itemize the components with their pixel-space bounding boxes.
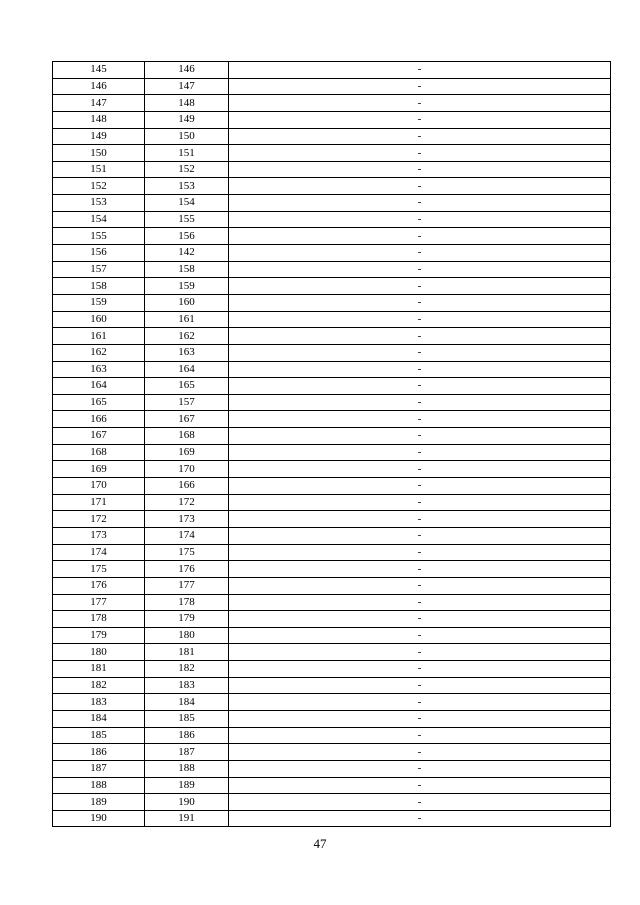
table-cell: - [229, 727, 611, 744]
table-row [53, 727, 611, 744]
table-cell: 146 [53, 78, 145, 95]
table-cell: 149 [53, 128, 145, 145]
table-row [53, 228, 611, 245]
table-cell: - [229, 461, 611, 478]
table-cell: 173 [145, 511, 229, 528]
table-cell: 150 [53, 145, 145, 162]
table-row [53, 444, 611, 461]
table-row [53, 261, 611, 278]
table-row [53, 794, 611, 811]
table-cell: 169 [53, 461, 145, 478]
table-cell: 181 [53, 661, 145, 678]
table-cell: 179 [53, 627, 145, 644]
table-cell: - [229, 777, 611, 794]
table-cell: 154 [53, 211, 145, 228]
table-cell: 174 [145, 527, 229, 544]
table-cell: - [229, 261, 611, 278]
table-cell: 159 [145, 278, 229, 295]
table-row [53, 195, 611, 212]
table-row [53, 62, 611, 79]
table-cell: 170 [145, 461, 229, 478]
table-row [53, 561, 611, 578]
table-cell: 191 [145, 810, 229, 827]
table-cell: 185 [145, 710, 229, 727]
table-cell: 167 [145, 411, 229, 428]
table-cell: - [229, 195, 611, 212]
table-cell: 151 [53, 161, 145, 178]
table-cell: - [229, 311, 611, 328]
table-cell: 169 [145, 444, 229, 461]
table-cell: - [229, 328, 611, 345]
table-cell: - [229, 211, 611, 228]
table-row [53, 810, 611, 827]
table-row [53, 710, 611, 727]
table-cell: - [229, 494, 611, 511]
table-cell: - [229, 677, 611, 694]
table-cell: 166 [53, 411, 145, 428]
table-row [53, 694, 611, 711]
table-cell: 161 [145, 311, 229, 328]
table-cell: - [229, 78, 611, 95]
table-cell: 145 [53, 62, 145, 79]
table-cell: 166 [145, 478, 229, 495]
table-cell: 151 [145, 145, 229, 162]
table-cell: 186 [145, 727, 229, 744]
table-cell: 170 [53, 478, 145, 495]
table-row [53, 594, 611, 611]
table-cell: - [229, 245, 611, 262]
table-row [53, 311, 611, 328]
table-cell: - [229, 661, 611, 678]
table-row [53, 777, 611, 794]
table-cell: - [229, 744, 611, 761]
table-cell: 163 [145, 344, 229, 361]
table-cell: - [229, 178, 611, 195]
table-cell: 177 [145, 577, 229, 594]
table-row [53, 494, 611, 511]
table-cell: 187 [145, 744, 229, 761]
table-cell: 163 [53, 361, 145, 378]
table-cell: 156 [145, 228, 229, 245]
table-cell: 190 [145, 794, 229, 811]
table-row [53, 511, 611, 528]
table-cell: 160 [53, 311, 145, 328]
table-row [53, 661, 611, 678]
table-cell: 188 [145, 760, 229, 777]
table-cell: 155 [145, 211, 229, 228]
table-row [53, 328, 611, 345]
table-cell: 165 [145, 378, 229, 395]
table-cell: 180 [145, 627, 229, 644]
table-cell: 178 [145, 594, 229, 611]
table-cell: 183 [53, 694, 145, 711]
table-cell: - [229, 511, 611, 528]
table-row [53, 211, 611, 228]
table-row [53, 245, 611, 262]
table-cell: 181 [145, 644, 229, 661]
table-row [53, 544, 611, 561]
table-cell: - [229, 95, 611, 112]
table-cell: 178 [53, 611, 145, 628]
table-cell: - [229, 294, 611, 311]
table-cell: - [229, 228, 611, 245]
table-cell: 175 [145, 544, 229, 561]
table-cell: 152 [53, 178, 145, 195]
table-cell: 185 [53, 727, 145, 744]
table-row [53, 111, 611, 128]
table-cell: 188 [53, 777, 145, 794]
table-cell: - [229, 710, 611, 727]
table-cell: 168 [145, 428, 229, 445]
table-cell: 153 [145, 178, 229, 195]
table-cell: - [229, 561, 611, 578]
table-cell: 184 [53, 710, 145, 727]
table-row [53, 278, 611, 295]
table-row [53, 161, 611, 178]
table-cell: - [229, 644, 611, 661]
table-row [53, 145, 611, 162]
table-row [53, 95, 611, 112]
table-body [53, 62, 611, 827]
table-cell: - [229, 577, 611, 594]
table-cell: 142 [145, 245, 229, 262]
data-table [52, 61, 611, 827]
table-row [53, 611, 611, 628]
table-cell: - [229, 411, 611, 428]
table-row [53, 744, 611, 761]
table-row [53, 577, 611, 594]
table-cell: 157 [145, 394, 229, 411]
table-cell: 187 [53, 760, 145, 777]
table-row [53, 128, 611, 145]
table-cell: - [229, 128, 611, 145]
table-cell: 154 [145, 195, 229, 212]
table-row [53, 428, 611, 445]
table-cell: - [229, 544, 611, 561]
table-cell: - [229, 161, 611, 178]
table-cell: - [229, 794, 611, 811]
table-cell: - [229, 594, 611, 611]
table-cell: 167 [53, 428, 145, 445]
table-cell: 174 [53, 544, 145, 561]
table-cell: 172 [53, 511, 145, 528]
table-cell: 183 [145, 677, 229, 694]
table-cell: 179 [145, 611, 229, 628]
table-cell: 164 [145, 361, 229, 378]
table-cell: 161 [53, 328, 145, 345]
table-cell: 156 [53, 245, 145, 262]
table-cell: - [229, 478, 611, 495]
table-cell: 165 [53, 394, 145, 411]
table-cell: - [229, 444, 611, 461]
table-cell: 147 [145, 78, 229, 95]
table-cell: - [229, 760, 611, 777]
data-table-container [52, 61, 610, 827]
table-cell: 177 [53, 594, 145, 611]
table-cell: - [229, 810, 611, 827]
table-cell: 157 [53, 261, 145, 278]
table-cell: - [229, 694, 611, 711]
table-cell: 171 [53, 494, 145, 511]
table-cell: 184 [145, 694, 229, 711]
table-cell: - [229, 428, 611, 445]
table-row [53, 411, 611, 428]
table-cell: - [229, 361, 611, 378]
table-cell: - [229, 627, 611, 644]
table-row [53, 78, 611, 95]
table-cell: 159 [53, 294, 145, 311]
table-row [53, 294, 611, 311]
table-cell: 180 [53, 644, 145, 661]
table-cell: 148 [53, 111, 145, 128]
table-cell: 176 [145, 561, 229, 578]
table-row [53, 461, 611, 478]
table-cell: 186 [53, 744, 145, 761]
table-cell: 158 [145, 261, 229, 278]
table-cell: 176 [53, 577, 145, 594]
table-row [53, 644, 611, 661]
table-cell: 158 [53, 278, 145, 295]
table-cell: 150 [145, 128, 229, 145]
table-cell: 146 [145, 62, 229, 79]
table-cell: - [229, 62, 611, 79]
table-cell: 172 [145, 494, 229, 511]
table-row [53, 394, 611, 411]
table-cell: 152 [145, 161, 229, 178]
table-cell: 173 [53, 527, 145, 544]
table-cell: - [229, 527, 611, 544]
table-cell: 147 [53, 95, 145, 112]
table-cell: 189 [53, 794, 145, 811]
table-cell: - [229, 611, 611, 628]
table-cell: - [229, 344, 611, 361]
table-row [53, 378, 611, 395]
table-row [53, 760, 611, 777]
table-cell: 162 [53, 344, 145, 361]
table-cell: - [229, 111, 611, 128]
table-cell: 182 [53, 677, 145, 694]
table-row [53, 361, 611, 378]
table-cell: - [229, 145, 611, 162]
page-number: 47 [313, 836, 327, 851]
table-row [53, 344, 611, 361]
table-cell: 155 [53, 228, 145, 245]
table-row [53, 627, 611, 644]
table-cell: 149 [145, 111, 229, 128]
table-row [53, 478, 611, 495]
table-row [53, 178, 611, 195]
table-cell: 182 [145, 661, 229, 678]
table-cell: - [229, 278, 611, 295]
table-cell: - [229, 378, 611, 395]
table-cell: 168 [53, 444, 145, 461]
table-cell: 148 [145, 95, 229, 112]
table-row [53, 527, 611, 544]
table-cell: 160 [145, 294, 229, 311]
table-cell: 153 [53, 195, 145, 212]
table-cell: 190 [53, 810, 145, 827]
table-cell: - [229, 394, 611, 411]
table-cell: 164 [53, 378, 145, 395]
table-cell: 189 [145, 777, 229, 794]
table-cell: 162 [145, 328, 229, 345]
table-row [53, 677, 611, 694]
table-cell: 175 [53, 561, 145, 578]
